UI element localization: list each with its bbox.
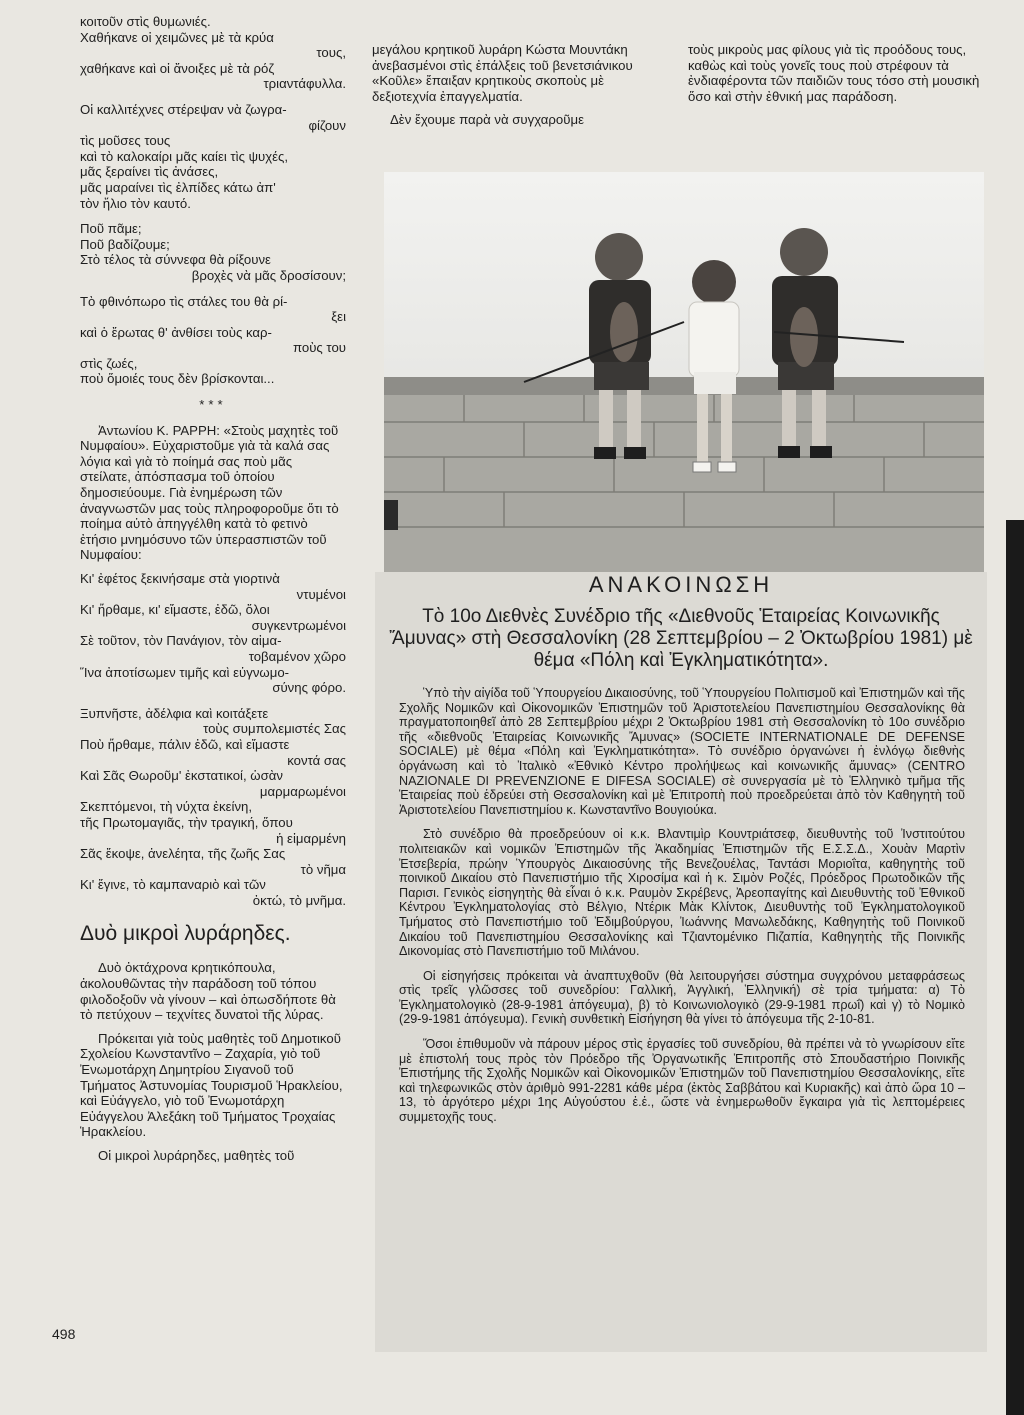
announcement-body [375,686,987,1125]
poem-line: Χαθήκανε οἱ χειμῶνες μὲ τὰ κρύα [80,29,274,45]
announcement-subtitle: Τὸ 10ο Διεθνὲς Συνέδριο τῆς «Διεθνοῦς Ἑταιρείας Κοινωνικῆς Ἄμυνας» στὴ Θεσσαλονίκη (28 Σεπτεμβρίου – 2 Ὀκτωβρίου 1981) μὲ θέμα «Πόλη καὶ Ἐγκληματικότητα». [389,606,973,671]
announcement-box [375,572,987,1352]
article-paragraph-2: Πρόκειται γιὰ τοὺς μαθητὲς τοῦ Δημοτικοῦ Σχολείου Κωνσταντῖνο – Ζαχαρία, γιὸ τοῦ Ἐνωμοτάρχη Δημητρίου Σιγανοῦ τοῦ Τμήματος Ἀστυνομίας Τουρισμοῦ Ἡρακλείου, καὶ Εὐάγγελο, γιὸ τοῦ Ἐνωμοτάρχη Εὐάγγελου Ἀλεξάκη τοῦ Τμήματος Τροχαίας Ἡρακλείου. [80,1030,343,1140]
poem-stanza-2 [80,102,346,211]
poem-line: Ποῦ βαδίζουμε; [80,236,170,252]
poem-line: Καὶ Σᾶς Θωροῦμ' ἐκστατικοί, ὡσὰν [80,768,283,784]
letter-reply: Ἀντωνίου Κ. ΡΑΡΡΗ: «Στοὺς μαχητὲς τοῦ Νυμφαίου». Εὐχαριστοῦμε γιὰ τὰ καλά σας λόγια καὶ γιὰ τὸ ποίημά σας ποὺ μᾶς στείλατε, ἀπόσπασμα τοῦ ὁποίου δημοσιεύουμε. Γιὰ ἐνημέρωση τῶν ἀναγνωστῶν μας τοὺς πληροφοροῦμε ὅτι τὸ ποίημα αὐτὸ ἀπηγγέλθη κατὰ τὸ φετινὸ ἐτήσιο μνημόσυνο τῶν ὑπερασπιστῶν τοῦ Νυμφαίου: [80,422,339,563]
poem-line: τοὺς συμπολεμιστές Σας [203,721,346,737]
poem-line: ἡ εἱμαρμένη [276,830,346,846]
announcement-paragraph-3: Οἱ εἰσηγήσεις πρόκειται νὰ ἀναπτυχθοῦν (θὰ λειτουργήσει σύστημα συγχρόνου μεταφράσεως στὶς τρεῖς γλῶσσες τοῦ συνεδρίου: Γαλλική, Ἀγγλική, Ἑλληνική) σὲ τρία τμήματα: α) Τὸ Ἐγκληματολογικὸ (28-9-1981 ἀπόγευμα), β) τὸ Κοινωνιολογικὸ (29-9-1981 πρωΐ) καὶ γ) τὸ Νομικὸ (29-9-1981 ἀπόγευμα). Γενικὴ συνθετικὴ Εἰσήγηση θὰ γίνει τὸ ἀπόγευμα τῆς 2-10-81. [399,968,965,1027]
section-separator: *** [199,397,227,413]
photo-edge-mark [384,500,398,530]
poem-line: κοντά σας [287,752,346,768]
poem-line: ποὺς του [292,340,346,356]
poem-line: Σᾶς ἔκοψε, ἀνελέητα, τῆς ζωῆς Σας [80,846,286,862]
middle-column [372,42,668,136]
poem-line: Οἱ καλλιτέχνες στέρεψαν νὰ ζωγρα- [80,101,287,117]
poem-line: τὶς μοῦσες τους [80,133,171,149]
poem-line: Τὸ φθινόπωρο τὶς στάλες του θὰ ρί- [80,293,288,309]
poem-line: Ἵνα ἀποτίσωμεν τιμῆς καὶ εὐγνωμο- [80,664,290,680]
article-paragraph-1: Δυὸ ὀκτάχρονα κρητικόπουλα, ἀκολουθῶντας τὴν παράδοση τοῦ τόπου φιλοδοξοῦν νὰ γίνουν – καὶ ὁπωσδήποτε θὰ τὸ πετύχουν – τεχνίτες δυνατοὶ τῆς λύρας. [80,960,336,1023]
poem-stanza-1 [80,14,346,92]
poem-line: Ποῦ πᾶμε; [80,221,142,237]
poem-line: Κι' ἔγινε, τὸ καμπαναριὸ καὶ τῶν [80,877,266,893]
announcement-paragraph-1: Ὑπὸ τὴν αἰγίδα τοῦ Ὑπουργείου Δικαιοσύνης, τοῦ Ὑπουργείου Πολιτισμοῦ καὶ Ἐπιστημῶν καὶ τῆς Σχολῆς Νομικῶν καὶ Οἰκονομικῶν Ἐπιστημῶν τοῦ Ἀριστοτελείου Πανεπιστημίου Θεσσαλονίκης θὰ πραγματοποιηθεῖ ἀπὸ 28 Σεπτεμβρίου μέχρι 2 Ὀκτωβρίου 1981 στὴ Θεσσαλονίκη τὸ 10ο συνέδριο τῆς «διεθνοῦς Ἑταιρείας Κοινωνικῆς Ἄμυνας» (SOCIETE INTERNATIONALE DE DEFENSE SOCIALE) μὲ θέμα «Πόλη καὶ Ἐγκληματικότητα». Τὸ συνέδριο ὀργανώνει ἡ ἐνλόγῳ διεθνὴς ὀργάνωση καὶ τὸ Ἰταλικὸ «Ἐθνικὸ Κέντρο προλήψεως καὶ κοινωνικῆς ἄμυνας» (CENTRO NAZIONALE DI PREVENZIONE E DIFESA SOCIALE) σὲ συνεργασία μὲ τὸ Ἑλληνικὸ τμῆμα τῆς Ἑταιρείας ποὺ ἑδρεύει στὴ Θεσσαλονίκη καὶ μὲ Ἐπιτροπὴ ποὺ προεδρεύεται ἀπὸ τὸν Καθηγητὴ τοῦ Ἀριστοτελείου Πανεπιστημίου κ. Κωνσταντῖνο Βουγιούκα. [399,686,965,817]
announcement-paragraph-2: Στὸ συνέδριο θὰ προεδρεύουν οἱ κ.κ. Βλαντιμὶρ Κουντριάτσεφ, διευθυντὴς τοῦ Ἰνστιτούτου πολιτειακῶν καὶ νομικῶν Ἐπιστημῶν τῆς Ἀκαδημίας Ἐπιστημῶν τῆς Ε.Σ.Σ.Δ., Χουὰν Μαρτὶν Ἐτσεβερία, πρώην Ὑπουργὸς Δικαιοσύνης τῆς Βενεζουέλας, Ταντάσι Μοριοΐτα, καθηγητὴς τοῦ ποινικοῦ Δικαίου στὸ Πανεπιστήμιο τῆς Χιροσίμα καὶ ἡ κ. Σιμὸν Ροζές, Πρόεδρος Πρωτοδικῶν τῆς Παρισι. Γενικὸς εἰσηγητὴς θὰ εἶναι ὁ κ.κ. Ραυμὸν Σκρέβενς, Ἀρεοπαγίτης καὶ Διευθυντὴς τοῦ Ἐθνικοῦ Κέντρου Ἐγκληματολογίας στὸ Βέλγιο, Ντέρικ Μὰκ Κλίντοκ, Διευθυντὴς τοῦ Ἐγκληματολογικοῦ Τμήματος στὸ Πανεπιστήμιο τοῦ Ἐδιμβούργου, Ἰωάννης Μανωλεδάκης, Καθηγητὴς τοῦ Ποινικοῦ Δικαίου τοῦ Πανεπιστημίου Θεσσαλονίκης καὶ Τζιαντομένικο Πιζαπία, Καθηγητὴς τῆς Ποινικῆς Δικονομίας στὸ Πανεπιστήμιο τοῦ Μιλάνου. [399,827,965,959]
poem-stanza-5 [80,571,346,696]
poem-stanza-4 [80,294,346,388]
photo-three-children [384,172,984,572]
right-column [688,42,984,112]
article-paragraph-3: Οἱ μικροὶ λυράρηδες, μαθητὲς τοῦ [98,1148,295,1163]
poem-line: καὶ τὸ καλοκαίρι μᾶς καίει τὶς ψυχές, [80,148,289,164]
poem-line: Ξυπνῆστε, ἀδέλφια καὶ κοιτάξετε [80,705,269,721]
article-heading-lyre-players: Δυὸ μικροὶ λυράρηδες. [80,922,291,946]
poem-line: στὶς ζωές, [80,355,138,371]
poem-line: σύνης φόρο. [272,680,346,696]
poem-line: φίζουν [308,117,346,133]
poem-line: μαρμαρωμένοι [259,783,346,799]
photo-illustration [384,172,984,572]
poem-line: μᾶς ξεραίνει τὶς ἀνάσες, [80,164,219,180]
poem-line: τοβαμένον χῶρο [248,648,346,664]
poem-stanza-3 [80,221,346,283]
poem-line: τριαντάφυλλα. [263,76,346,92]
poem-stanza-6 [80,706,346,909]
poem-line: Σὲ τοῦτον, τὸν Πανάγιον, τὸν αἱμα- [80,633,282,649]
poem-line: ποὺ ὅμοιές τους δὲν βρίσκονται... [80,371,275,387]
poem-line: Κι' ἤρθαμε, κι' εἴμαστε, ἐδῶ, ὅλοι [80,602,270,618]
page-binding-edge [1006,520,1024,1415]
announcement-heading: ΑΝΑΚΟΙΝΩΣΗ [588,572,774,597]
poem-line: μᾶς μαραίνει τὶς ἐλπίδες κάτω ἀπ' [80,179,276,195]
poem-line: κοιτοῦν στὶς θυμωνιές. [80,14,211,29]
poem-line: Στὸ τέλος τὰ σύννεφα θὰ ρίξουνε [80,252,271,268]
poem-line: ξει [331,309,346,325]
poem-line: καὶ ὁ ἔρωτας θ' ἀνθίσει τοὺς καρ- [80,324,272,340]
poem-line: συγκεντρωμένοι [251,617,346,633]
poem-line: βροχὲς νὰ μᾶς δροσίσουν; [191,267,346,283]
poem-line: τους, [316,45,346,61]
poem-line: Σκεπτόμενοι, τὴ νύχτα ἐκείνη, [80,799,253,815]
poem-line: Κι' ἐφέτος ξεκινήσαμε στὰ γιορτινὰ [80,571,280,586]
poem-line: τὸ νῆμα [300,861,346,877]
announcement-paragraph-4: Ὅσοι ἐπιθυμοῦν νὰ πάρουν μέρος στὶς ἐργασίες τοῦ συνεδρίου, θὰ πρέπει νὰ τὸ γνωρίσουν εἴτε μὲ ἐπιστολή τους πρὸς τὸν Πρόεδρο τῆς Ὀργανωτικῆς Ἐπιτροπῆς στὸ Σπουδαστήριο Ποινικῆς Ἐπιστήμης τῆς Σχολῆς Νομικῶν καὶ Οἰκονομικῶν Ἐπιστημῶν τοῦ Πανεπιστημίου Θεσσαλονίκης, εἴτε καὶ τηλεφωνικῶς στὸν ἀριθμὸ 991-2281 κάθε μέρα (ἐκτὸς Σαββάτου καὶ Κυριακῆς) καὶ ἀπὸ ὥρα 10 – 13, τὸ ἀργότερο μέχρι 1ης Αὐγούστου ἐ.ἐ., ὥστε νὰ ἐνημερωθοῦν ἔγκαιρα γιὰ τὶς λεπτομέρειες συμμετοχῆς τους. [399,1037,965,1125]
middle-column-text-1: μεγάλου κρητικοῦ λυράρη Κώστα Μουντάκη ἀνεβασμένοι στὶς ἐπάλξεις τοῦ βενετσιάνικου «Κοῦλε» ἔπαιξαν κρητικοὺς σκοποὺς μὲ δεξιοτεχνία ἐπαγγελματία. [372,42,633,104]
left-column [80,14,346,1172]
poem-line: ντυμένοι [296,586,346,602]
poem-line: τῆς Πρωτομαγιᾶς, τὴν τραγική, ὅπου [80,814,293,830]
page-number: 498 [52,1326,76,1342]
middle-column-text-2: Δὲν ἔχουμε παρὰ νὰ συγχαροῦμε [390,112,584,128]
poem-line: ὀκτώ, τὸ μνῆμα. [252,892,346,908]
right-column-text-1: τοὺς μικροὺς μας φίλους γιὰ τὶς προόδους τους, καθὼς καὶ τοὺς γονεῖς τους ποὺ στρέφουν τὰ ἐνδιαφέροντα τῶν παιδιῶν τους τόσο στὴ μουσικὴ ὅσο καὶ στὴν ἐθνική μας παράδοση. [688,42,980,104]
poem-line: Ποὺ ἤρθαμε, πάλιν ἐδῶ, καὶ εἴμαστε [80,736,290,752]
poem-line: χαθήκανε καὶ οἱ ἄνοιξες μὲ τὰ ρόζ [80,60,275,76]
poem-line: τὸν ἥλιο τὸν καυτό. [80,195,191,211]
